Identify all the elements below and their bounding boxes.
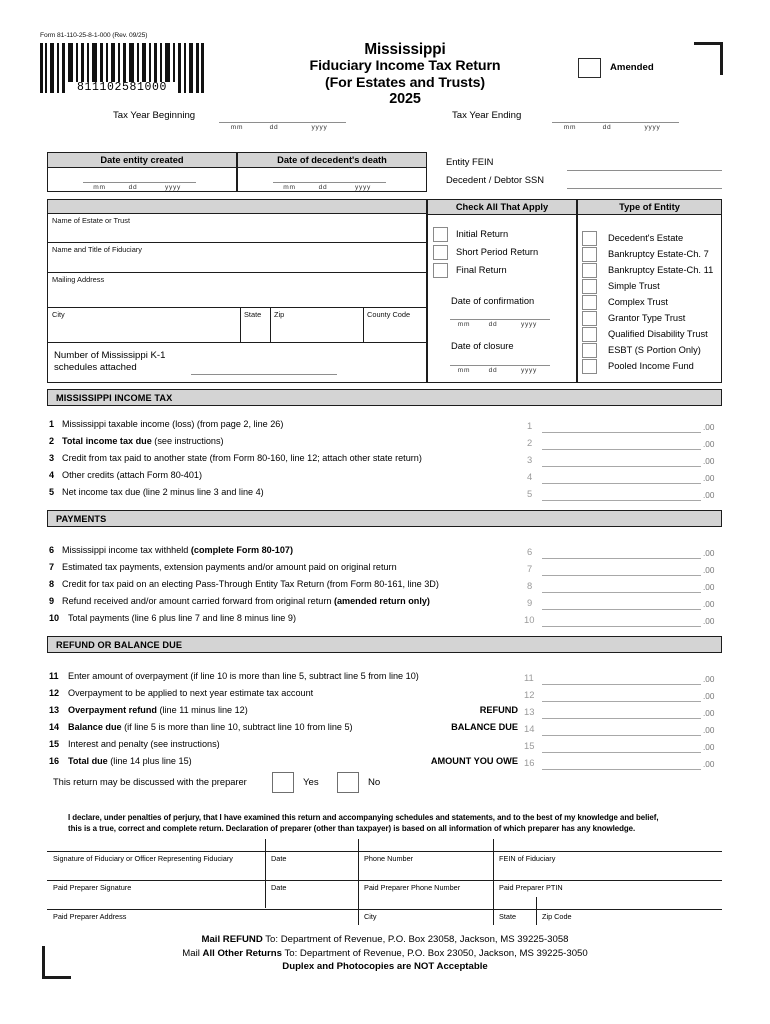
date-hint-dd: dd — [269, 124, 279, 131]
paid-preparer-zip-code-label: Zip Code — [542, 912, 572, 921]
amount-row-number-1: 1 — [527, 420, 533, 431]
preparer-discussion-text: This return may be discussed with the preparer — [53, 777, 247, 787]
amount-input-14[interactable] — [542, 735, 701, 736]
line-number-7: 7 — [49, 562, 55, 572]
barcode-number: 811102581000 — [66, 82, 178, 94]
paid-preparer-ptin-label: Paid Preparer PTIN — [499, 883, 563, 892]
cents-label-3: .00 — [703, 457, 715, 466]
check-all-that-apply-box — [427, 199, 577, 383]
barcode — [40, 43, 204, 93]
amount-input-13[interactable] — [542, 718, 701, 719]
cents-label-16: .00 — [703, 760, 715, 769]
declaration-text — [68, 812, 702, 835]
line-text-13 — [68, 705, 248, 715]
checkbox-label-short-period-return: Short Period Return — [456, 247, 539, 257]
name-of-estate-or-trust-label: Name of Estate or Trust — [52, 216, 131, 225]
amended-checkbox[interactable] — [578, 58, 601, 78]
cents-label-13: .00 — [703, 709, 715, 718]
signature-row-3-top-rule — [47, 909, 722, 910]
date-hint-dd: dd — [128, 184, 138, 191]
mail-other-pre: Mail — [182, 947, 203, 959]
section-header-income-tax — [47, 389, 722, 406]
cents-label-2: .00 — [703, 440, 715, 449]
date-entity-created-hint — [83, 184, 196, 191]
state-label: State — [244, 310, 262, 319]
checkbox-label-initial-return: Initial Return — [456, 229, 509, 239]
amount-you-owe-label: AMOUNT YOU OWE — [430, 756, 518, 766]
section-header-payments-label: PAYMENTS — [56, 514, 107, 524]
amount-row-number-4: 4 — [527, 471, 533, 482]
line-text-9-bold: (amended return only) — [333, 596, 430, 606]
name-block-top-strip — [48, 200, 426, 213]
zip-label: Zip — [274, 310, 285, 319]
paid-preparer-date-label: Date — [271, 883, 287, 892]
amount-row-number-6: 6 — [527, 546, 533, 557]
amended-label: Amended — [610, 62, 654, 73]
cents-label-7: .00 — [703, 566, 715, 575]
date-entity-created-header: Date entity created — [48, 153, 236, 168]
line-text-13-bold: Overpayment refund — [68, 705, 157, 715]
checkbox-bankruptcy-estate-ch7[interactable] — [582, 247, 597, 262]
checkbox-label-decedents-estate: Decedent's Estate — [608, 233, 684, 243]
mail-other-bold: All Other Returns — [202, 947, 282, 959]
signature-row-3-divider-3 — [536, 897, 537, 925]
signature-of-fiduciary-label: Signature of Fiduciary or Officer Representing Fiduciary — [53, 854, 233, 863]
date-hint-mm: mm — [563, 124, 577, 131]
corner-mark-top-right — [694, 42, 723, 75]
checkbox-label-simple-trust: Simple Trust — [608, 281, 660, 291]
line-number-5: 5 — [49, 487, 55, 497]
checkbox-esbt-s-portion-only[interactable] — [582, 343, 597, 358]
line-text-12: Overpayment to be applied to next year estimate tax account — [68, 688, 314, 698]
cents-label-4: .00 — [703, 474, 715, 483]
preparer-discussion-no-label: No — [368, 777, 381, 788]
checkbox-label-complex-trust: Complex Trust — [608, 297, 668, 307]
date-hint-dd: dd — [488, 321, 498, 328]
tax-year-beginning-input[interactable] — [219, 122, 346, 123]
line-text-5: Net income tax due (line 2 minus line 3 and line 4) — [62, 487, 264, 497]
date-of-confirmation-label: Date of confirmation — [451, 296, 535, 306]
date-hint-mm: mm — [283, 184, 296, 191]
type-of-entity-box — [577, 199, 722, 383]
name-block-rule-5 — [48, 342, 426, 343]
line-text-4: Other credits (attach Form 80-401) — [62, 470, 202, 480]
name-block-rule-3 — [48, 272, 426, 273]
date-of-closure-label: Date of closure — [451, 341, 514, 351]
date-hint-yyyy: yyyy — [165, 184, 181, 191]
amount-row-number-11: 11 — [524, 672, 534, 683]
line-text-14 — [68, 722, 353, 732]
line-text-14-rest: (if line 5 is more than line 10, subtract line 10 from line 5) — [121, 722, 353, 732]
signature-row-2-top-rule — [47, 880, 722, 881]
tax-year-ending-label: Tax Year Ending — [452, 110, 522, 121]
cents-label-15: .00 — [703, 743, 715, 752]
checkbox-decedents-estate[interactable] — [582, 231, 597, 246]
amount-input-8[interactable] — [542, 592, 701, 593]
date-of-decedents-death-hint — [273, 184, 386, 191]
amount-row-number-2: 2 — [527, 437, 533, 448]
name-block-rule-1 — [48, 213, 426, 214]
date-hint-mm: mm — [457, 367, 471, 374]
line-number-3: 3 — [49, 453, 55, 463]
mail-other-rest: To: Department of Revenue, P.O. Box 23050, Jackson, MS 39225-3050 — [281, 947, 588, 959]
line-text-14-bold: Balance due — [68, 722, 122, 732]
preparer-discussion-yes-checkbox[interactable] — [272, 772, 294, 793]
paid-preparer-city-label: City — [364, 912, 377, 921]
date-hint-dd: dd — [488, 367, 498, 374]
mail-refund-line — [0, 933, 770, 947]
county-code-label: County Code — [367, 310, 411, 319]
title-line-1: Mississippi — [364, 41, 446, 58]
amount-row-number-5: 5 — [527, 488, 533, 499]
refund-label: REFUND — [479, 705, 518, 715]
mail-refund-bold: Mail REFUND — [201, 934, 263, 945]
checkbox-simple-trust[interactable] — [582, 279, 597, 294]
line-number-14: 14 — [49, 722, 60, 732]
check-all-that-apply-header: Check All That Apply — [428, 200, 576, 215]
mailing-address-label: Mailing Address — [52, 275, 105, 284]
amount-input-16[interactable] — [542, 769, 701, 770]
checkbox-label-final-return: Final Return — [456, 265, 507, 275]
signature-row-1-top-rule — [47, 851, 722, 852]
amount-row-number-15: 15 — [524, 740, 535, 751]
amount-row-number-8: 8 — [527, 580, 533, 591]
k1-schedules-label — [54, 350, 165, 375]
line-text-6-bold: (complete Form 80-107) — [190, 545, 293, 555]
date-hint-mm: mm — [93, 184, 106, 191]
signature-row-3-divider-1 — [358, 897, 359, 925]
date-of-confirmation-input[interactable] — [450, 319, 550, 320]
amount-input-2[interactable] — [542, 449, 701, 450]
line-number-10: 10 — [49, 613, 60, 623]
checkbox-label-grantor-type-trust: Grantor Type Trust — [608, 313, 686, 323]
fein-of-fiduciary-label: FEIN of Fiduciary — [499, 854, 556, 863]
date-hint-mm: mm — [457, 321, 471, 328]
amount-input-11[interactable] — [542, 684, 701, 685]
signature-date-label: Date — [271, 854, 287, 863]
paid-preparer-address-label: Paid Preparer Address — [53, 912, 127, 921]
checkbox-label-bankruptcy-estate-ch11: Bankruptcy Estate-Ch. 11 — [608, 265, 714, 275]
section-header-refund-balance — [47, 636, 722, 653]
amount-input-6[interactable] — [542, 558, 701, 559]
line-number-15: 15 — [49, 739, 60, 749]
checkbox-pooled-income-fund[interactable] — [582, 359, 597, 374]
line-number-13: 13 — [49, 705, 60, 715]
form-id-label: Form 81-110-25-8-1-000 (Rev. 09/25) — [40, 32, 148, 39]
line-number-2: 2 — [49, 436, 55, 446]
amount-input-12[interactable] — [542, 701, 701, 702]
line-number-16: 16 — [49, 756, 60, 766]
cents-label-8: .00 — [703, 583, 715, 592]
line-number-1: 1 — [49, 419, 55, 429]
duplex-notice: Duplex and Photocopies are NOT Acceptable — [282, 961, 488, 973]
section-header-payments — [47, 510, 722, 527]
line-text-13-rest: (line 11 minus line 12) — [156, 705, 248, 715]
line-text-16-rest: (line 14 plus line 15) — [107, 756, 192, 766]
entity-fein-label: Entity FEIN — [446, 156, 494, 167]
amount-row-number-3: 3 — [527, 454, 533, 465]
mail-other-returns-line — [0, 947, 770, 961]
tax-year-ending-input[interactable] — [552, 122, 679, 123]
line-number-9: 9 — [49, 596, 55, 606]
line-text-2 — [62, 436, 224, 446]
paid-preparer-state-label: State — [499, 912, 517, 921]
name-and-title-of-fiduciary-label: Name and Title of Fiduciary — [52, 245, 142, 254]
checkbox-grantor-type-trust[interactable] — [582, 311, 597, 326]
checkbox-label-bankruptcy-estate-ch7: Bankruptcy Estate-Ch. 7 — [608, 249, 709, 259]
checkbox-qualified-disability-trust[interactable] — [582, 327, 597, 342]
line-text-16 — [68, 756, 192, 766]
checkbox-label-esbt-s-portion-only: ESBT (S Portion Only) — [608, 345, 701, 355]
amount-input-1[interactable] — [542, 432, 701, 433]
amount-input-9[interactable] — [542, 609, 701, 610]
amount-row-number-14: 14 — [524, 723, 535, 734]
line-text-11: Enter amount of overpayment (if line 10 is more than line 5, subtract line 5 from line 10) — [68, 671, 419, 681]
tax-year: 2025 — [389, 91, 421, 108]
section-header-income-tax-label: MISSISSIPPI INCOME TAX — [56, 393, 173, 403]
paid-preparer-phone-number-label: Paid Preparer Phone Number — [364, 883, 461, 892]
line-text-2-bold: Total income tax due — [62, 436, 152, 446]
date-entity-created-input[interactable] — [83, 182, 196, 183]
cents-label-14: .00 — [703, 726, 715, 735]
date-of-closure-input[interactable] — [450, 365, 550, 366]
line-text-9 — [62, 596, 430, 606]
k1-label-line-1: Number of Mississippi K-1 — [54, 350, 166, 361]
line-text-8: Credit for tax paid on an electing Pass-Through Entity Tax Return (from Form 80-161, line 3D) — [62, 579, 439, 589]
amount-row-number-13: 13 — [524, 706, 535, 717]
k1-label-line-2: schedules attached — [54, 362, 137, 374]
line-text-16-bold: Total due — [68, 756, 108, 766]
line-text-2-rest: (see instructions) — [151, 436, 224, 446]
line-text-1: Mississippi taxable income (loss) (from page 2, line 26) — [62, 419, 284, 429]
title-line-2: Fiduciary Income Tax Return — [309, 58, 501, 75]
date-hint-yyyy: yyyy — [644, 124, 661, 131]
section-header-refund-balance-label: REFUND OR BALANCE DUE — [56, 640, 183, 650]
declaration-line-1: I declare, under penalties of perjury, that I have examined this return and accompanying schedules and statements, and to the best of my knowledge and belief, — [68, 813, 659, 822]
line-number-8: 8 — [49, 579, 55, 589]
cents-label-12: .00 — [703, 692, 715, 701]
line-text-7: Estimated tax payments, extension payments and/or amount paid on original return — [62, 562, 397, 572]
cents-label-5: .00 — [703, 491, 715, 500]
signature-row-2-divider-1 — [265, 868, 266, 908]
line-text-9-rest: Refund received and/or amount carried forward from original return — [62, 596, 334, 606]
page-title — [262, 42, 548, 108]
date-hint-mm: mm — [230, 124, 244, 131]
amount-row-number-7: 7 — [527, 563, 533, 574]
amount-input-4[interactable] — [542, 483, 701, 484]
state-zip-divider — [270, 307, 271, 342]
line-text-6 — [62, 545, 293, 555]
date-of-decedents-death-input[interactable] — [273, 182, 386, 183]
amount-row-number-9: 9 — [527, 597, 533, 608]
name-block-rule-2 — [48, 242, 426, 243]
checkbox-complex-trust[interactable] — [582, 295, 597, 310]
line-number-12: 12 — [49, 688, 60, 698]
line-number-6: 6 — [49, 545, 55, 555]
checkbox-final-return[interactable] — [433, 263, 448, 278]
entity-fein-input[interactable] — [567, 170, 722, 171]
date-hint-yyyy: yyyy — [311, 124, 328, 131]
cents-label-11: .00 — [703, 675, 715, 684]
decedent-debtor-ssn-label: Decedent / Debtor SSN — [446, 174, 544, 185]
cents-label-10: .00 — [703, 617, 715, 626]
amount-input-15[interactable] — [542, 752, 701, 753]
zip-county-divider — [363, 307, 364, 342]
line-text-3: Credit from tax paid to another state (from Form 80-160, line 12; attach other state return) — [62, 453, 422, 463]
date-of-decedents-death-header: Date of decedent's death — [238, 153, 426, 168]
date-hint-dd: dd — [318, 184, 328, 191]
amount-input-10[interactable] — [542, 626, 701, 627]
line-text-6-rest: Mississippi income tax withheld — [62, 545, 191, 555]
amount-input-5[interactable] — [542, 500, 701, 501]
declaration-line-2: this is a true, correct and complete return. Declaration of preparer (other than taxpayer) is based on all information of which preparer has any knowledge. — [68, 824, 636, 834]
cents-label-9: .00 — [703, 600, 715, 609]
amount-row-number-12: 12 — [524, 689, 535, 700]
tax-year-ending-date-hint — [552, 124, 679, 131]
cents-label-1: .00 — [703, 423, 715, 432]
amount-input-7[interactable] — [542, 575, 701, 576]
checkbox-label-pooled-income-fund: Pooled Income Fund — [608, 361, 694, 371]
date-hint-yyyy: yyyy — [355, 184, 371, 191]
decedent-debtor-ssn-input[interactable] — [567, 188, 722, 189]
amount-input-3[interactable] — [542, 466, 701, 467]
checkbox-bankruptcy-estate-ch11[interactable] — [582, 263, 597, 278]
tax-year-beginning-date-hint — [219, 124, 346, 131]
preparer-discussion-yes-label: Yes — [303, 777, 319, 788]
tax-year-beginning-label: Tax Year Beginning — [113, 110, 196, 121]
type-of-entity-header: Type of Entity — [578, 200, 721, 215]
phone-number-label: Phone Number — [364, 854, 414, 863]
line-number-11: 11 — [49, 671, 59, 681]
date-hint-dd: dd — [602, 124, 612, 131]
checkbox-label-qualified-disability-trust: Qualified Disability Trust — [608, 329, 708, 339]
city-label: City — [52, 310, 65, 319]
amount-row-number-16: 16 — [524, 757, 535, 768]
paid-preparer-signature-label: Paid Preparer Signature — [53, 883, 132, 892]
signature-row-3-divider-2 — [493, 897, 494, 925]
date-hint-yyyy: yyyy — [521, 367, 537, 374]
mail-instructions — [0, 933, 770, 974]
date-of-closure-hint — [450, 367, 550, 374]
amount-row-number-10: 10 — [524, 614, 535, 625]
city-state-divider — [240, 307, 241, 342]
k1-schedules-input[interactable] — [191, 374, 337, 375]
checkbox-short-period-return[interactable] — [433, 245, 448, 260]
cents-label-6: .00 — [703, 549, 715, 558]
line-number-4: 4 — [49, 470, 55, 480]
mail-refund-rest: To: Department of Revenue, P.O. Box 23058, Jackson, MS 39225-3058 — [262, 934, 569, 945]
date-of-confirmation-hint — [450, 321, 550, 328]
date-hint-yyyy: yyyy — [521, 321, 537, 328]
name-block-rule-4 — [48, 307, 426, 308]
line-text-15: Interest and penalty (see instructions) — [68, 739, 220, 749]
checkbox-initial-return[interactable] — [433, 227, 448, 242]
preparer-discussion-no-checkbox[interactable] — [337, 772, 359, 793]
balance-due-label: BALANCE DUE — [451, 722, 518, 732]
line-text-10: Total payments (line 6 plus line 7 and line 8 minus line 9) — [68, 613, 296, 623]
title-line-3: (For Estates and Trusts) — [324, 74, 485, 91]
